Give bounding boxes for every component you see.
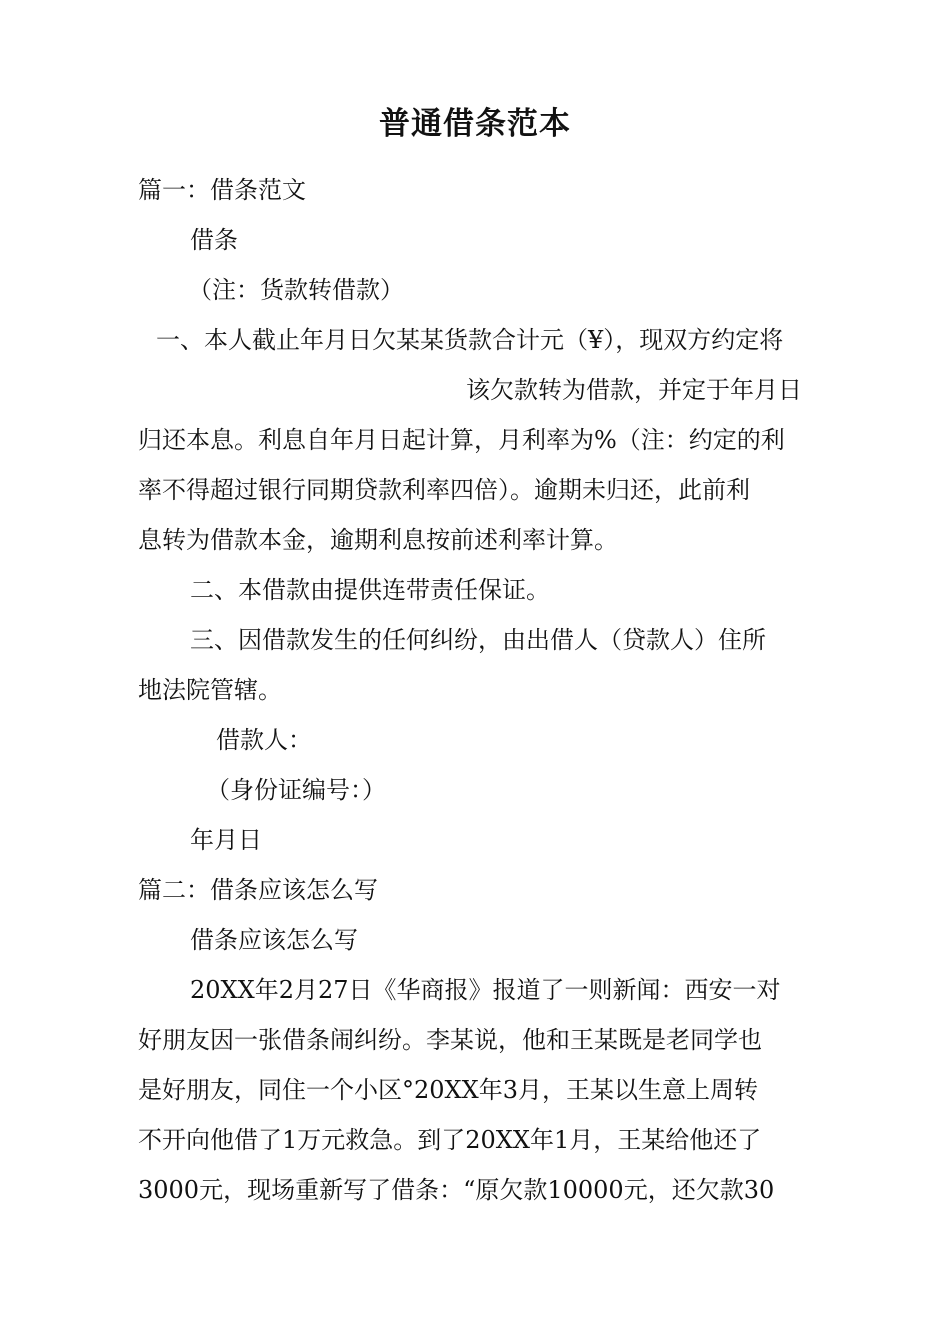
subheading-how-to-write: 借条应该怎么写 [190,926,358,954]
paragraph-line: 3000元，现场重新写了借条：“原欠款10000元，还欠款30 [138,1176,775,1204]
section-heading-2: 篇二：借条应该怎么写 [138,876,378,904]
paragraph-line: 三、因借款发生的任何纠纷，由出借人（贷款人）住所 [190,626,766,654]
paragraph-line: 二、本借款由提供连带责任保证。 [190,576,550,604]
paragraph-line: 不开向他借了1万元救急。到了20XX年1月，王某给他还了 [138,1126,762,1154]
paragraph-line: 率不得超过银行同期贷款利率四倍）。逾期未归还，此前利 [138,476,750,504]
paragraph-line: 该欠款转为借款，并定于年月日 [466,376,802,404]
id-number-label: （身份证编号：） [206,776,386,804]
paragraph-line: 地法院管辖。 [138,676,282,704]
borrower-label: 借款人： [216,726,312,754]
paragraph-line: 20XX年2月27日《华商报》报道了一则新闻：西安一对 [190,976,781,1004]
paragraph-line: 归还本息。利息自年月日起计算，月利率为%（注：约定的利 [138,426,785,454]
paragraph-line: 一、本人截止年月日欠某某货款合计元（¥），现双方约定将 [156,326,784,354]
paragraph-line: 好朋友因一张借条闹纠纷。李某说，他和王某既是老同学也 [138,1026,762,1054]
section-heading-1: 篇一：借条范文 [138,176,306,204]
paragraph-line: 息转为借款本金，逾期利息按前述利率计算。 [138,526,618,554]
paragraph-line: 是好朋友，同住一个小区°20XX年3月，王某以生意上周转 [138,1076,758,1104]
subheading-jietiao: 借条 [190,226,238,254]
note-line: （注：货款转借款） [188,276,404,304]
document-title: 普通借条范本 [379,106,571,142]
date-line: 年月日 [190,826,262,854]
